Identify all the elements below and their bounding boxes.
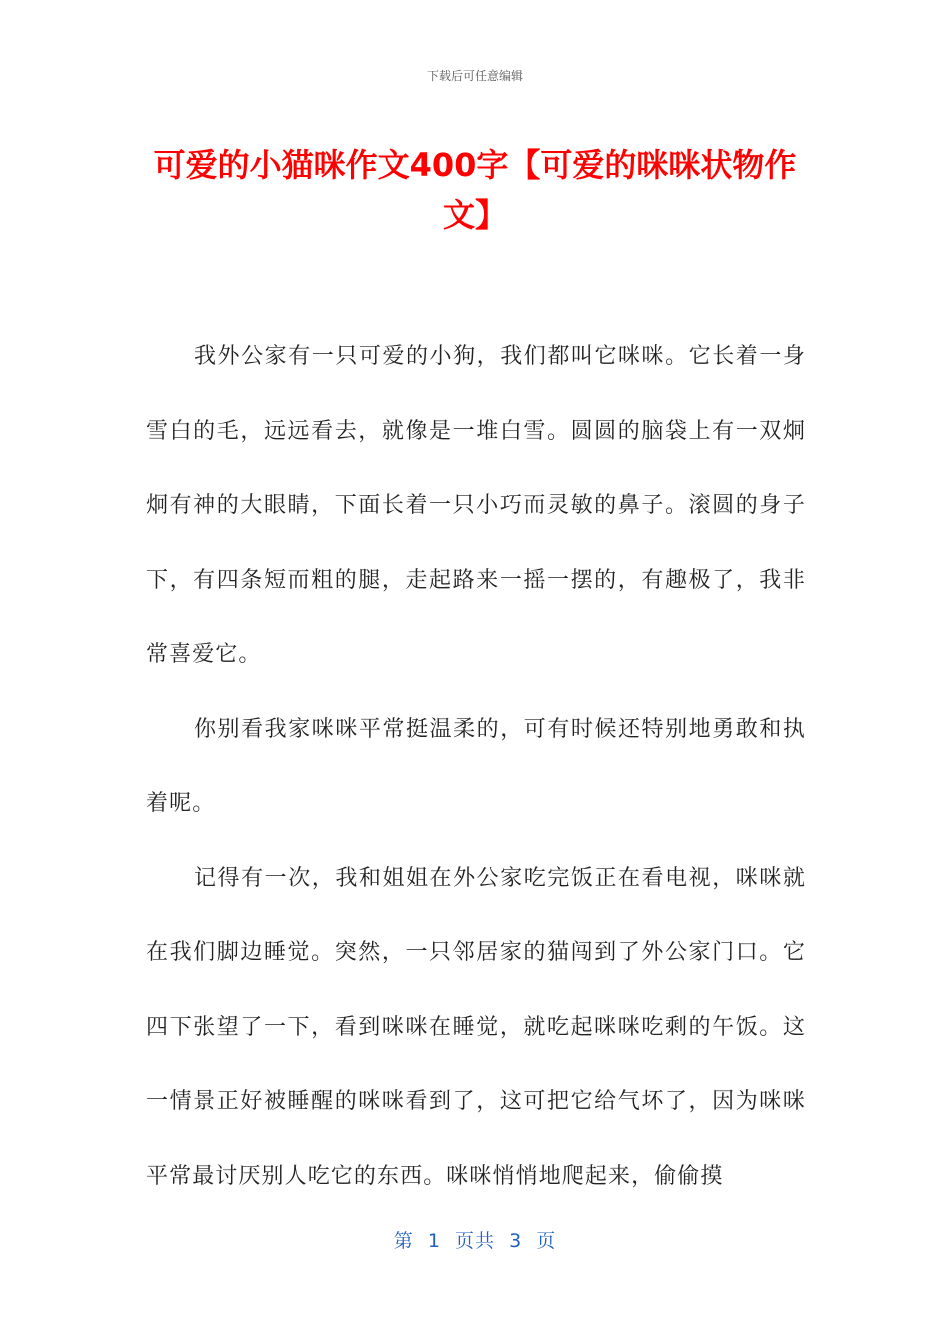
paragraph-3: 记得有一次，我和姐姐在外公家吃完饭正在看电视，咪咪就在我们脚边睡觉。突然，一只邻居家的猫闯到了外公家门口。它四下张望了一下，看到咪咪在睡觉，就吃起咪咪吃剩的午饭。这一情景正好被睡醒的咪咪看到了，这可把它给气坏了，因为咪咪平常最讨厌别人吃它的东西。咪咪悄悄地爬起来，偷偷摸 [146, 865, 806, 1189]
paragraph-2: 你别看我家咪咪平常挺温柔的，可有时候还特别地勇敢和执着呢。 [146, 716, 806, 816]
paragraph-1: 我外公家有一只可爱的小狗，我们都叫它咪咪。它长着一身雪白的毛，远远看去，就像是一堆白雪。圆圆的脑袋上有一双炯炯有神的大眼睛，下面长着一只小巧而灵敏的鼻子。滚圆的身子下，有四条短而粗的腿，走起路来一摇一摆的，有趣极了，我非常喜爱它。 [146, 344, 806, 667]
document-body [146, 320, 806, 1214]
document-title: 可爱的小猫咪作文400字【可爱的咪咪状物作文】 [153, 146, 797, 234]
page-number-footer [0, 1226, 950, 1253]
header-note: 下载后可任意编辑 [426, 69, 523, 83]
page-number-label: 第 1 页共 3 页 [393, 1230, 557, 1252]
